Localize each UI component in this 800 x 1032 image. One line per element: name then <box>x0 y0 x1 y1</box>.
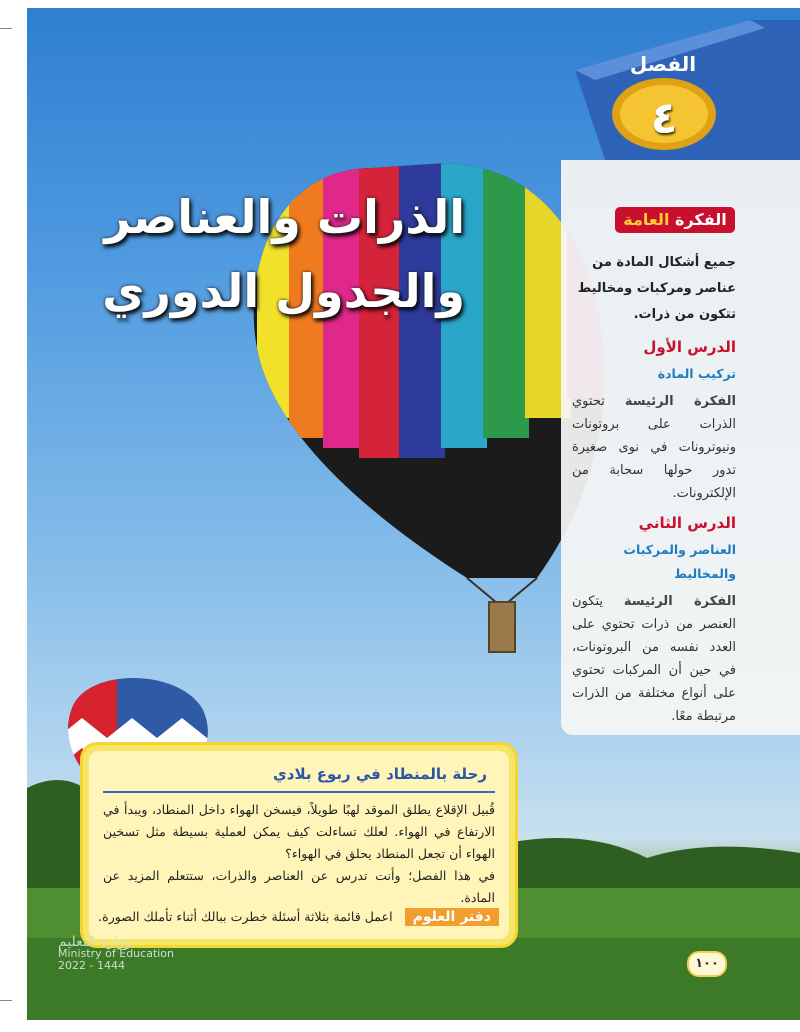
lesson2-title: الدرس الثاني <box>638 514 736 532</box>
science-notebook-row <box>98 908 499 926</box>
crop-mark <box>0 28 12 29</box>
big-idea-badge <box>615 207 735 233</box>
crop-mark <box>0 1000 12 1001</box>
chapter-title-line2: والجدول الدوري <box>102 264 465 318</box>
big-idea-label-part1: الفكرة <box>675 210 727 229</box>
science-notebook-text: اعمل قائمة بثلاثة أسئلة خطرت ببالك أثناء تأملك الصورة. <box>98 909 393 924</box>
lesson1-main-idea-label: الفكرة الرئيسة <box>624 394 736 409</box>
big-idea-label-part2: العامة <box>623 210 670 229</box>
launch-paragraph2: في هذا الفصل؛ وأنت تدرس عن العناصر والذرات، ستتعلم المزيد عن المادة. <box>103 868 495 905</box>
page-number: ١٠٠ <box>687 951 727 977</box>
chapter-number: ٤ <box>650 93 678 144</box>
lesson1-section <box>572 338 736 505</box>
lesson2-section <box>572 514 736 728</box>
lesson2-subtitle: العناصر والمركبات والمخاليط <box>623 542 736 581</box>
chapter-title <box>35 180 465 328</box>
lesson2-text: يتكون العنصر من ذرات تحتوي على العدد نفسه من البروتونات، في حين أن المركبات تحتوي على أنواع مختلفة من الذرات مرتبطة معًا. <box>572 594 736 724</box>
launch-divider <box>103 791 495 793</box>
ministry-watermark <box>58 936 174 972</box>
science-notebook-badge: دفتر العلوم <box>405 908 499 926</box>
chapter-title-line1: الذرات والعناصر <box>104 190 465 244</box>
launch-lab-box <box>83 745 515 945</box>
big-idea-text: جميع أشكال المادة من عناصر ومركبات ومخاليط تتكون من ذرات. <box>577 255 736 322</box>
launch-paragraph1: قُبيل الإقلاع يطلق الموقد لهبًا طويلاً، فيسخن الهواء داخل المنطاد، ويبدأ في الارتفاع في الهواء. لعلك تساءلت كيف يمكن لعملية بسيطة مثل تسخين الهواء أن تجعل المنطاد يحلق في الهواء؟ <box>103 802 495 861</box>
watermark-arabic: وزارة التعليم <box>58 934 132 950</box>
watermark-year: 2022 - 1444 <box>58 959 125 972</box>
lesson2-main-idea-label: الفكرة الرئيسة <box>623 594 736 609</box>
chapter-label: الفصل <box>629 52 697 76</box>
lesson1-text: تحتوي الذرات على بروتونات ونيوترونات في نوى صغيرة تدور حولها سحابة من الإلكترونات. <box>572 394 736 501</box>
launch-body <box>103 799 495 909</box>
launch-title: رحلة بالمنطاد في ربوع بلادي <box>273 765 487 783</box>
lesson1-title: الدرس الأول <box>643 338 736 356</box>
lesson1-subtitle: تركيب المادة <box>657 366 736 381</box>
watermark-english: Ministry of Education <box>58 947 175 960</box>
